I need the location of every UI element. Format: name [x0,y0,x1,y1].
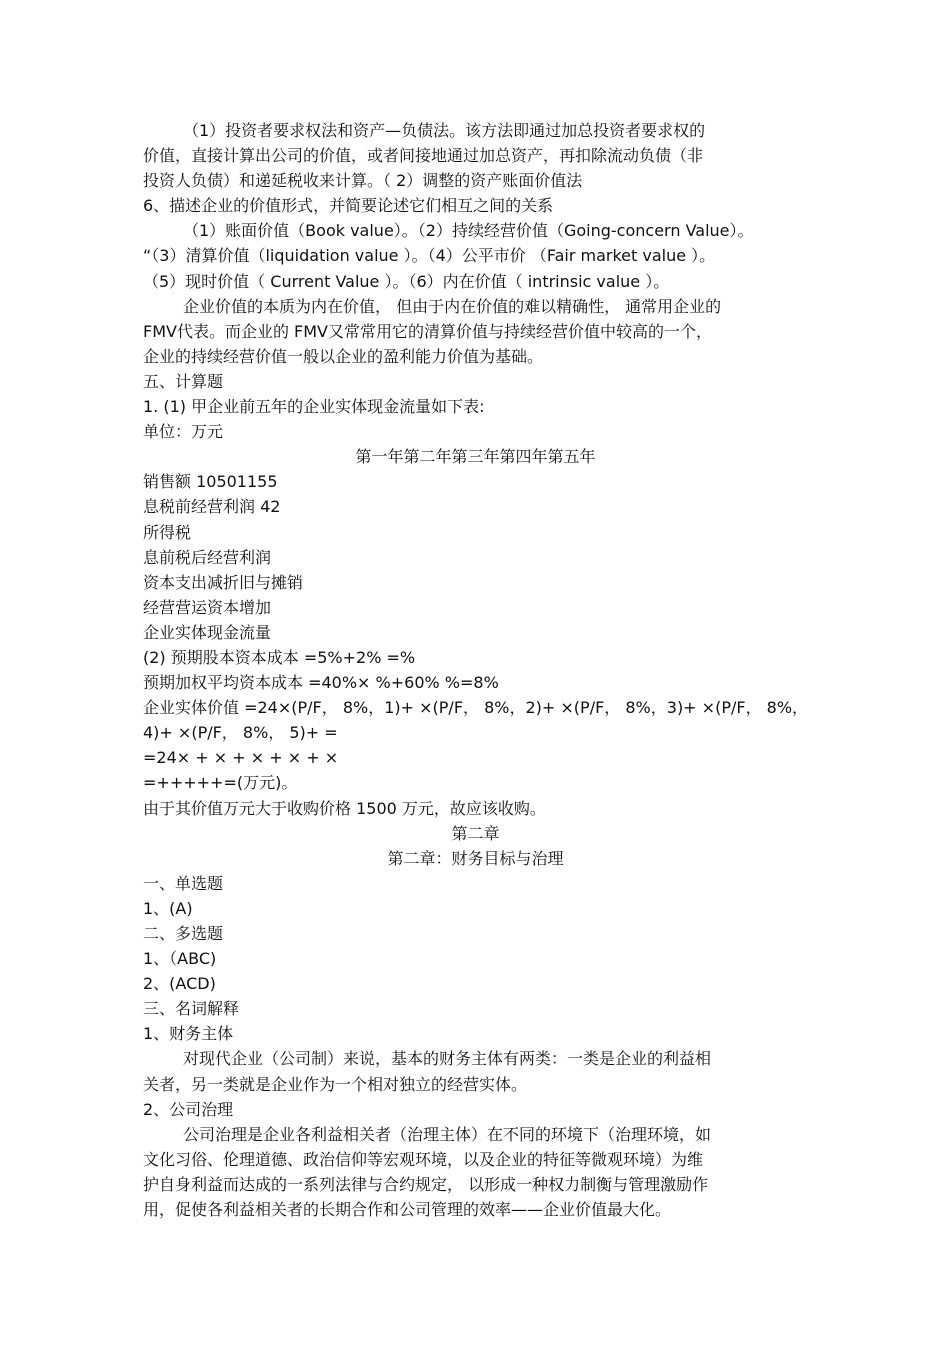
text-line: 企业价值的本质为内在价值， 但由于内在价值的难以精确性， 通常用企业的 [183,296,722,316]
text-line: 所得税 [143,522,192,542]
text-line: 1、财务主体 [143,1024,234,1044]
text-line: 投资人负债）和递延税收来计算。（ 2）调整的资产账面价值法 [143,171,583,191]
text-line: 6、描述企业的价值形式，并简要论述它们相互之间的关系 [143,196,554,216]
text-line: =+++++=(万元)。 [143,773,298,793]
text-line: FMV代表。而企业的 FMV又常常用它的清算价值与持续经营价值中较高的一个， [143,321,712,341]
text-line: 第二章 [451,823,500,843]
text-line: 企业的持续经营价值一般以企业的盈利能力价值为基础。 [143,346,544,366]
text-line: 价值，直接计算出公司的价值，或者间接地通过加总资产，再扣除流动负债（非 [143,146,704,166]
text-line: 1. (1) 甲企业前五年的企业实体现金流量如下表: [143,397,485,417]
text-line: 一、单选题 [143,873,224,893]
text-line: 1、（ABC) [143,949,217,969]
text-line: 2、公司治理 [143,1099,234,1119]
text-line: （5）现时价值（ Current Value ）。（6）内在价值（ intrinsic value ）。 [143,271,670,291]
text-line: 1、(A) [143,898,193,918]
text-line: 企业实体现金流量 [143,622,272,642]
text-line: 第一年第二年第三年第四年第五年 [355,447,596,467]
text-line: 经营营运资本增加 [143,597,272,617]
text-line: 预期加权平均资本成本 =40%× %+60% %=8% [143,673,499,693]
text-line: 息前税后经营利润 [143,547,272,567]
text-line: 销售额 10501155 [143,472,278,492]
text-line: （1）账面价值（Book value）。（2）持续经营价值（Going-concern Value）。 [183,221,754,241]
text-line: 单位：万元 [143,422,224,442]
text-line: 关者，另一类就是企业作为一个相对独立的经营实体。 [143,1074,528,1094]
text-line: 由于其价值万元大于收购价格 1500 万元，故应该收购。 [143,798,546,818]
text-line: “（3）清算价值（liquidation value ）。（4）公平市价 （Fair market value ）。 [143,246,716,266]
text-line: 2、(ACD) [143,974,216,994]
text-line: 资本支出减折旧与摊销 [143,572,304,592]
text-line: 文化习俗、伦理道德、政治信仰等宏观环境，以及企业的特征等微观环境）为维 [143,1149,704,1169]
text-line: 第二章：财务目标与治理 [387,848,564,868]
text-line: 企业实体价值 =24×(P/F， 8%，1)+ ×(P/F， 8%，2)+ ×(P/F， 8%，3)+ ×(P/F， 8%， [143,698,808,718]
text-line: (2) 预期股本资本成本 =5%+2% =% [143,647,416,667]
text-line: 三、名词解释 [143,999,240,1019]
text-line: 息税前经营利润 42 [143,497,281,517]
text-line: 对现代企业（公司制）来说，基本的财务主体有两类：一类是企业的利益相 [183,1049,712,1069]
text-line: 4)+ ×(P/F， 8%， 5)+ = [143,723,338,743]
text-line: 用，促使各利益相关者的长期合作和公司管理的效率——企业价值最大化。 [143,1200,672,1220]
text-line: =24× + × + × + × + × [143,748,339,768]
text-line: 护自身利益而达成的一系列法律与合约规定， 以形成一种权力制衡与管理激励作 [143,1174,709,1194]
text-line: 五、计算题 [143,371,224,391]
document-body [143,118,808,1222]
text-line: 公司治理是企业各利益相关者（治理主体）在不同的环境下（治理环境，如 [183,1124,712,1144]
text-line: （1）投资者要求权法和资产—负债法。该方法即通过加总投资者要求权的 [183,121,706,140]
text-line: 二、多选题 [143,924,224,943]
